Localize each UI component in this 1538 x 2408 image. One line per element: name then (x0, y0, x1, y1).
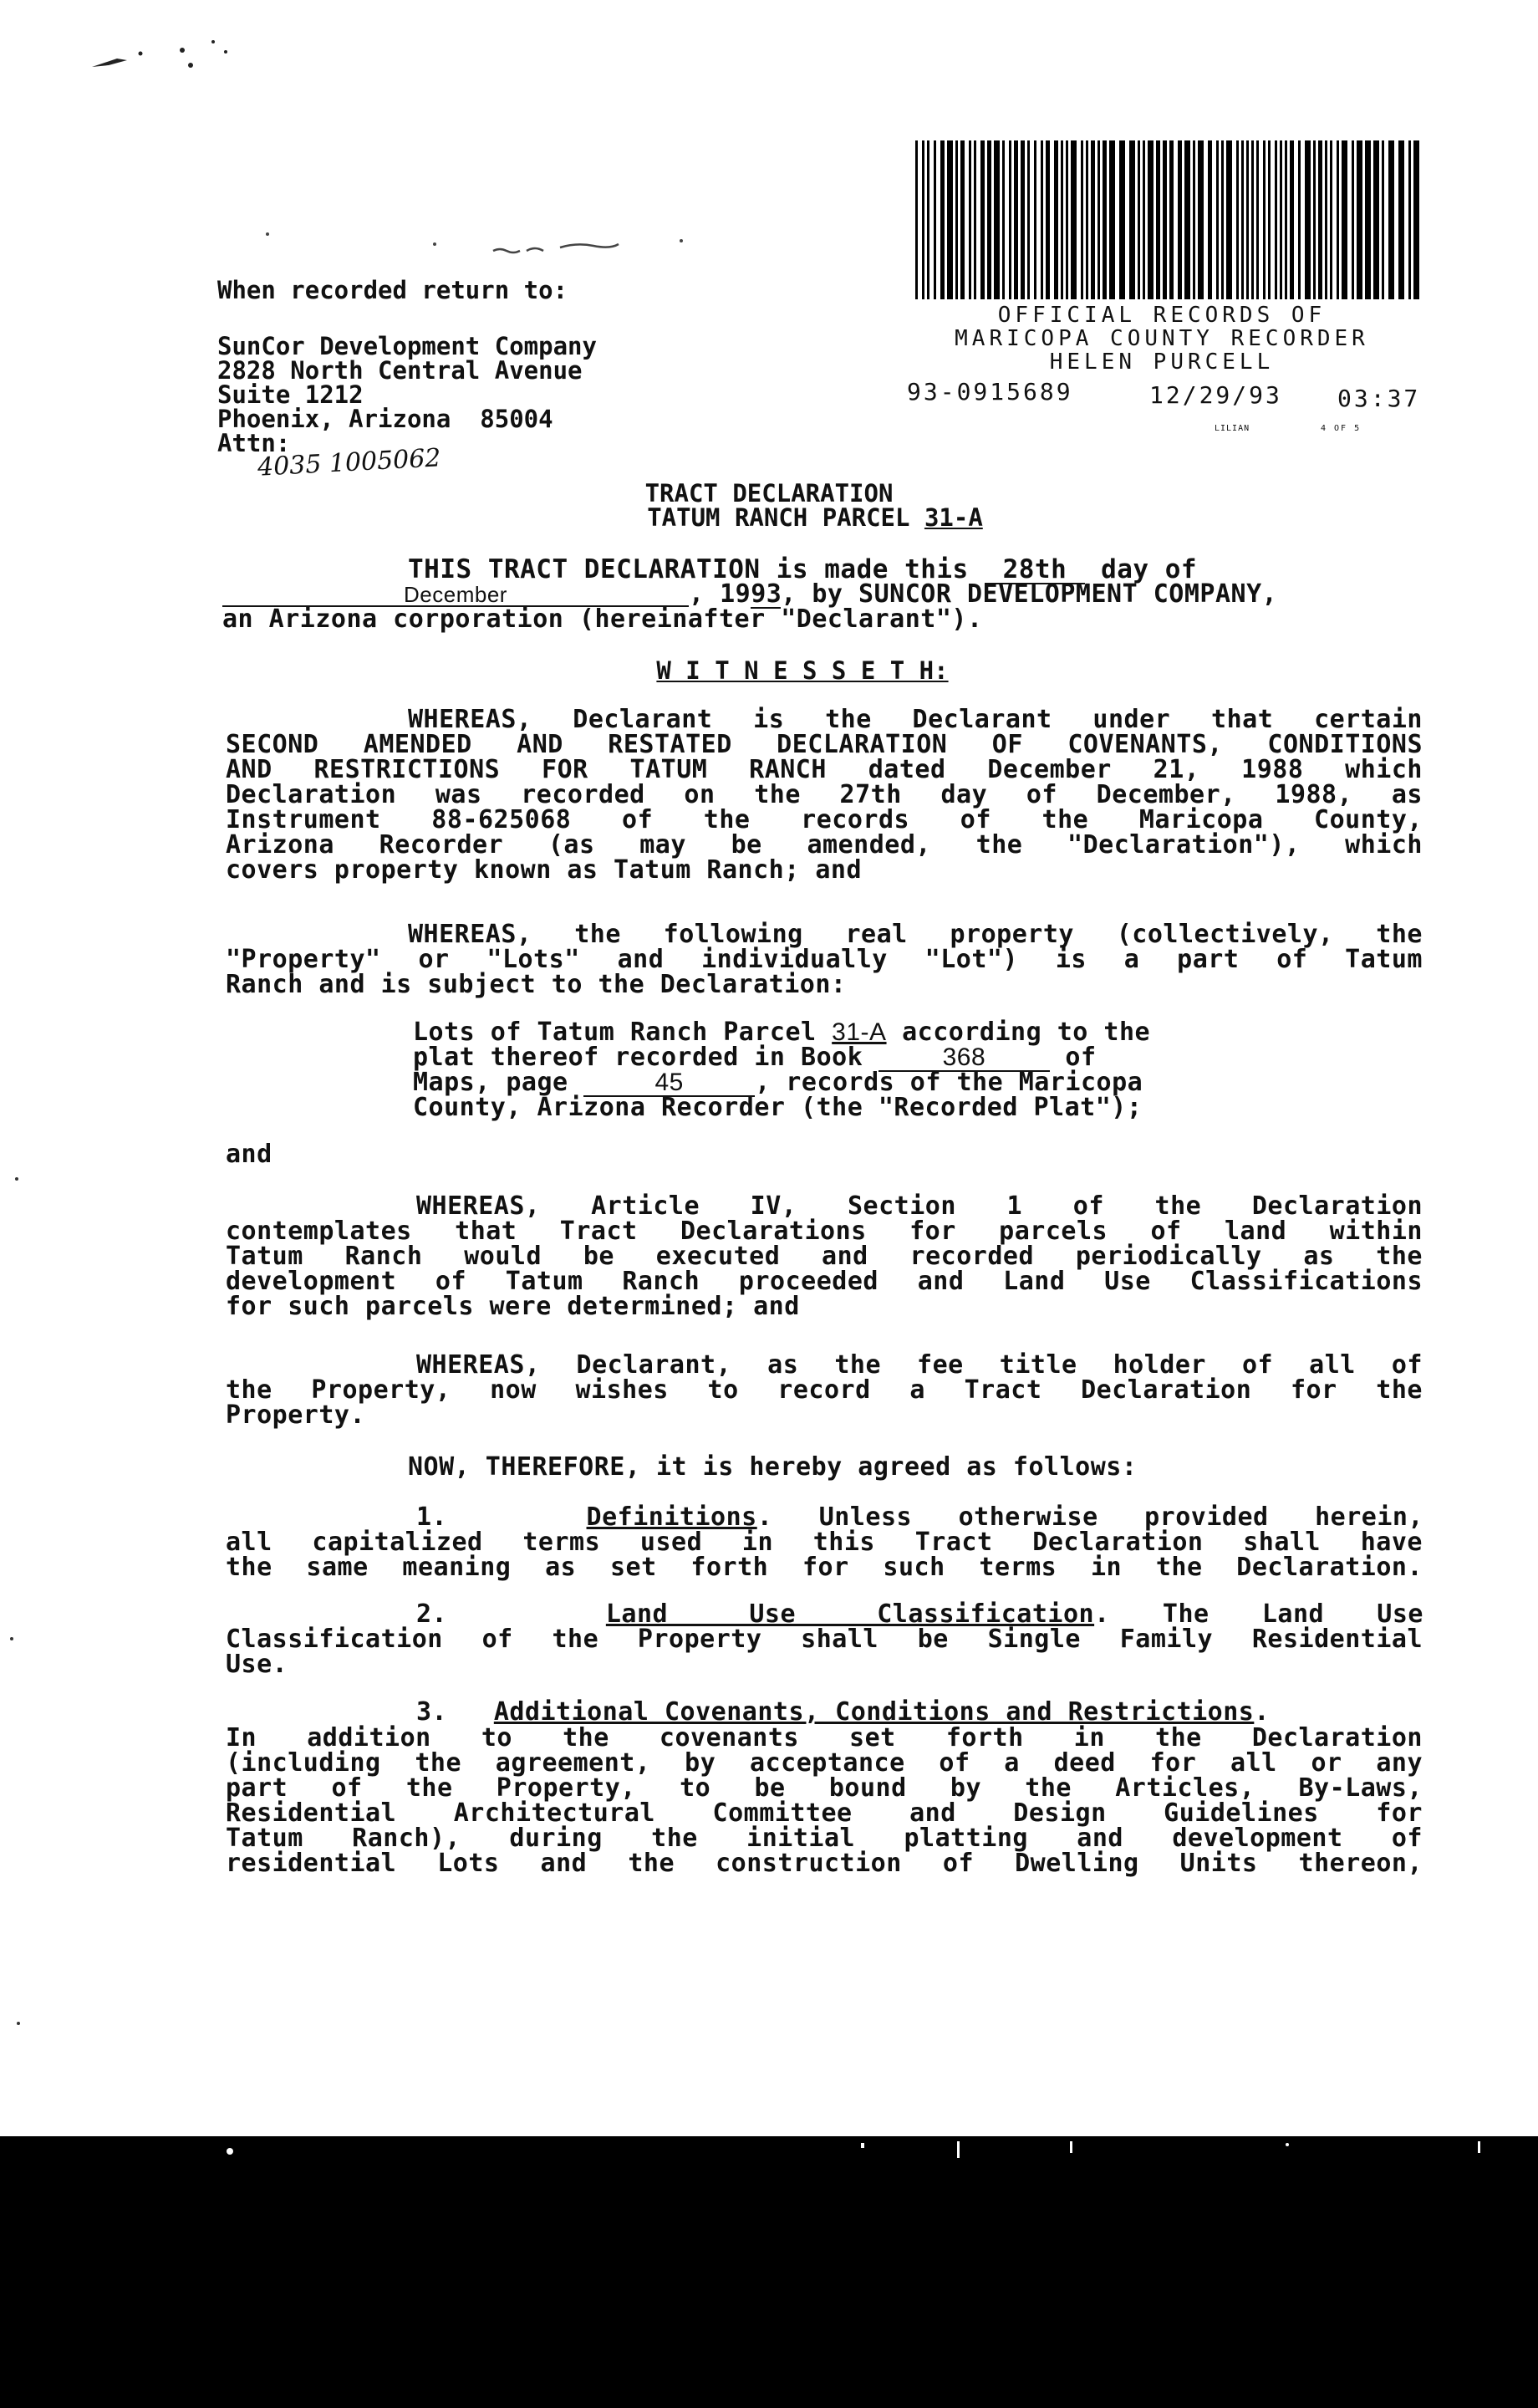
section-3-line-2: In addition to the covenants set forth in the Declaration (226, 1723, 1423, 1752)
intro-line-2: December , 1993, by SUNCOR DEVELOPMENT COMPANY, (222, 579, 1423, 609)
whereas-3-line-4: development of Tatum Ranch proceeded and Land Use Classifications (226, 1267, 1423, 1296)
whereas-2-line-3: Ranch and is subject to the Declaration: (226, 970, 847, 999)
margin-specks (0, 1171, 25, 2090)
whereas-1-line-5: Instrument 88-625068 of the records of the Maricopa County, (226, 805, 1423, 834)
and-text: and (226, 1140, 272, 1169)
return-street: 2828 North Central Avenue (217, 356, 583, 385)
whereas-2-line-1: WHEREAS, the following real property (collectively, the (408, 920, 1423, 949)
whereas-1-line-2: SECOND AMENDED AND RESTATED DECLARATION OF COVENANTS, CONDITIONS (226, 730, 1423, 759)
whereas-1-line-6: Arizona Recorder (as may be amended, the "Declaration"), which (226, 830, 1423, 860)
whereas-4-line-2: the Property, now wishes to record a Tract Declaration for the (226, 1375, 1423, 1405)
whereas-1-line-4: Declaration was recorded on the 27th day of December, 1988, as (226, 780, 1423, 809)
intro-line-1: THIS TRACT DECLARATION is made this 28th day of (408, 554, 1198, 584)
now-therefore: NOW, THEREFORE, it is hereby agreed as follows: (408, 1452, 1138, 1482)
whereas-3-line-2: contemplates that Tract Declarations for parcels of land within (226, 1217, 1423, 1246)
section-1-line-1: 1. Definitions. Unless otherwise provided herein, (416, 1502, 1423, 1532)
document-subtitle: TATUM RANCH PARCEL 31-A (647, 503, 983, 532)
faint-scribble (251, 226, 685, 276)
section-1-line-3: the same meaning as set forth for such terms in the Declaration. (226, 1553, 1423, 1582)
barcode (915, 140, 1423, 299)
lots-line-2: plat thereof recorded in Book 368 of (413, 1043, 1097, 1072)
return-suite: Suite 1212 (217, 380, 364, 409)
whereas-4-line-1: WHEREAS, Declarant, as the fee title holder of all of (416, 1350, 1423, 1380)
whereas-1-line-3: AND RESTRICTIONS FOR TATUM RANCH dated December 21, 1988 which (226, 755, 1423, 784)
intro-line-3: an Arizona corporation (hereinafter "Declarant"). (222, 605, 983, 634)
recording-number: 93-0915689 (907, 378, 1073, 406)
whereas-2-line-2: "Property" or "Lots" and individually "Lot") is a part of Tatum (226, 945, 1423, 974)
document-title: TRACT DECLARATION (644, 479, 894, 508)
witnesseth-heading: W I T N E S S E T H: (656, 656, 949, 685)
section-1-line-2: all capitalized terms used in this Tract Declaration shall have (226, 1528, 1423, 1557)
return-heading: When recorded return to: (217, 276, 568, 304)
section-3-line-4: part of the Property, to be bound by the Articles, By-Laws, (226, 1773, 1423, 1803)
section-3-line-1: 3. Additional Covenants, Conditions and Restrictions. (416, 1697, 1270, 1727)
section-3-line-5: Residential Architectural Committee and Design Guidelines for (226, 1798, 1423, 1828)
section-3-line-3: (including the agreement, by acceptance of a deed for all or any (226, 1748, 1423, 1778)
whereas-4-line-3: Property. (226, 1400, 366, 1430)
recorder-line-1: OFFICIAL RECORDS OF (997, 303, 1327, 328)
section-3-heading: Additional Covenants, Conditions and Restrictions (493, 1697, 1255, 1727)
recording-date: 12/29/93 (1149, 381, 1282, 409)
whereas-3-line-1: WHEREAS, Article IV, Section 1 of the Declaration (416, 1191, 1423, 1221)
whereas-3-line-3: Tatum Ranch would be executed and recorded periodically as the (226, 1242, 1423, 1271)
scan-edge-artifacts (0, 2136, 1538, 2186)
lots-line-1: Lots of Tatum Ranch Parcel 31-A according to the (413, 1018, 1151, 1047)
recorder-line-2: MARICOPA COUNTY RECORDER (955, 326, 1369, 351)
section-2-heading: Land Use Classification (605, 1599, 1095, 1629)
recording-time: 03:37 (1337, 385, 1421, 412)
recording-page-count: 4 OF 5 (1321, 424, 1362, 433)
section-2-line-2: Classification of the Property shall be Single Family Residential (226, 1625, 1423, 1654)
handwritten-attn-number: 4035 1005062 (257, 443, 442, 482)
section-3-line-7: residential Lots and the construction of Dwelling Units thereon, (226, 1849, 1423, 1878)
section-1-heading: Definitions (586, 1502, 757, 1532)
scan-specks (84, 17, 251, 84)
lots-line-4: County, Arizona Recorder (the "Recorded Plat"); (413, 1093, 1143, 1122)
section-2-line-3: Use. (226, 1650, 288, 1679)
whereas-3-line-5: for such parcels were determined; and (226, 1292, 800, 1321)
return-company: SunCor Development Company (217, 332, 597, 360)
section-3-line-6: Tatum Ranch), during the initial platting and development of (226, 1824, 1423, 1853)
scan-bottom-black-band (0, 2136, 1538, 2408)
recording-clerk: LILIAN (1215, 424, 1250, 433)
lots-line-3: Maps, page 45 , records of the Maricopa (413, 1068, 1143, 1097)
section-2-line-1: 2. Land Use Classification. The Land Use (416, 1599, 1423, 1629)
whereas-1-line-7: covers property known as Tatum Ranch; and (226, 855, 863, 885)
recorder-line-3: HELEN PURCELL (1049, 349, 1275, 375)
return-city: Phoenix, Arizona 85004 (217, 405, 553, 433)
whereas-1-line-1: WHEREAS, Declarant is the Declarant under that certain (408, 705, 1423, 734)
return-attn: Attn: (217, 429, 291, 457)
